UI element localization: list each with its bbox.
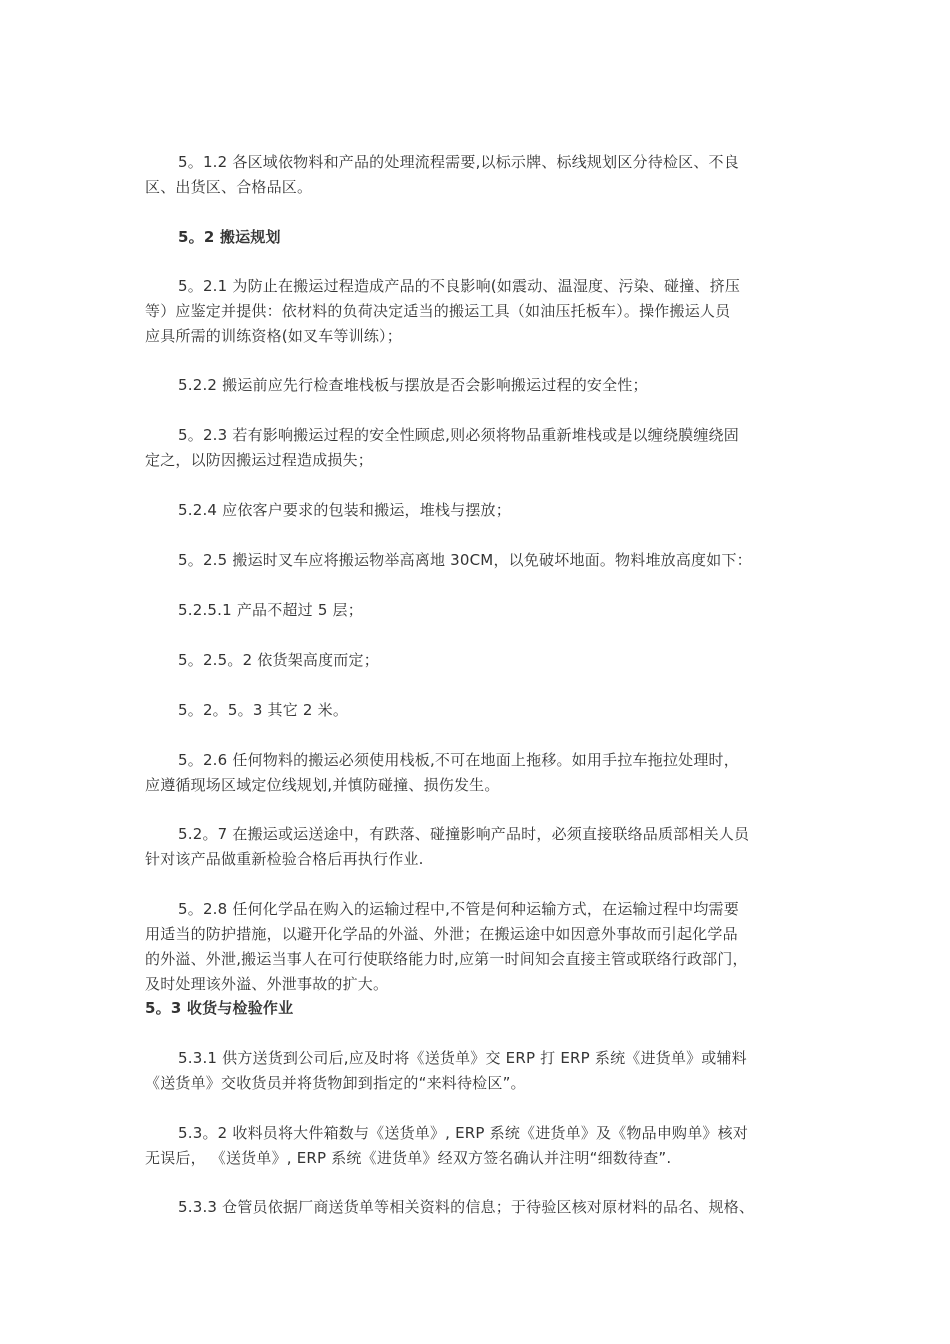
paragraph-5-2-3 — [145, 423, 825, 473]
paragraph-line: 用适当的防护措施，以避开化学品的外溢、外泄；在搬运途中如因意外事故而引起化学品 — [145, 925, 738, 943]
section-heading-5-3 — [145, 996, 825, 1021]
paragraph-5-2-5 — [145, 548, 825, 573]
paragraph-line: 5.3.3 仓管员依据厂商送货单等相关资料的信息；于待验区核对原材料的品名、规格、 — [178, 1198, 755, 1216]
paragraph-line: 5.2.4 应依客户要求的包装和搬运，堆栈与摆放； — [178, 501, 511, 519]
paragraph-5-2-7 — [145, 822, 825, 872]
paragraph-5-2-8 — [145, 897, 825, 997]
paragraph-line: 5.2.2 搬运前应先行检查堆栈板与摆放是否会影响搬运过程的安全性； — [178, 376, 648, 394]
paragraph-line: 5.2。7 在搬运或运送途中，有跌落、碰撞影响产品时，必须直接联络品质部相关人员 — [178, 825, 750, 843]
paragraph-line: 无误后， 《送货单》, ERP 系统《进货单》经双方签名确认并注明“细数待查”. — [145, 1149, 672, 1167]
paragraph-5-2-5-2 — [145, 648, 825, 673]
paragraph-line: 5。2。5。3 其它 2 米。 — [178, 701, 349, 719]
paragraph-5-1-2 — [145, 150, 825, 200]
paragraph-5-2-1 — [145, 274, 825, 349]
paragraph-5-2-5-3 — [145, 698, 825, 723]
heading-text: 5。3 收货与检验作业 — [145, 999, 294, 1017]
paragraph-line: 应遵循现场区域定位线规划,并慎防碰撞、损伤发生。 — [145, 776, 500, 794]
paragraph-line: 5.2.5.1 产品不超过 5 层； — [178, 601, 363, 619]
paragraph-line: 《送货单》交收货员并将货物卸到指定的“来料待检区”。 — [145, 1074, 526, 1092]
paragraph-line: 5。2.8 任何化学品在购入的运输过程中,不管是何种运输方式，在运输过程中均需要 — [178, 900, 739, 918]
section-heading-5-2 — [145, 225, 825, 250]
paragraph-line: 5。2.6 任何物料的搬运必须使用栈板,不可在地面上拖移。如用手拉车拖拉处理时， — [178, 751, 739, 769]
heading-text: 5。2 搬运规划 — [178, 228, 281, 246]
paragraph-line: 定之，以防因搬运过程造成损失； — [145, 451, 374, 469]
paragraph-line: 的外溢、外泄,搬运当事人在可行使联络能力时,应第一时间知会直接主管或联络行政部门， — [145, 950, 748, 968]
paragraph-5-2-6 — [145, 748, 825, 798]
paragraph-line: 5。2.1 为防止在搬运过程造成产品的不良影响(如震动、温湿度、污染、碰撞、挤压 — [178, 277, 741, 295]
paragraph-5-3-2 — [145, 1121, 825, 1171]
paragraph-5-3-1 — [145, 1046, 825, 1096]
paragraph-line: 5.3.1 供方送货到公司后,应及时将《送货单》交 ERP 打 ERP 系统《进货单》或辅料 — [178, 1049, 747, 1067]
paragraph-5-2-4 — [145, 498, 825, 523]
paragraph-line: 5。2.5。2 依货架高度而定； — [178, 651, 379, 669]
paragraph-line: 5。1.2 各区域依物料和产品的处理流程需要,以标示牌、标线规划区分待检区、不良 — [178, 153, 739, 171]
paragraph-line: 区、出货区、合格品区。 — [145, 178, 313, 196]
paragraph-line: 5。2.3 若有影响搬运过程的安全性顾虑,则必须将物品重新堆栈或是以缠绕膜缠绕固 — [178, 426, 739, 444]
paragraph-5-2-5-1 — [145, 598, 825, 623]
paragraph-line: 5.3。2 收料员将大件箱数与《送货单》, ERP 系统《进货单》及《物品申购单》核对 — [178, 1124, 749, 1142]
paragraph-line: 5。2.5 搬运时叉车应将搬运物举高离地 30CM，以免破坏地面。物料堆放高度如下： — [178, 551, 752, 569]
paragraph-line: 针对该产品做重新检验合格后再执行作业. — [145, 850, 424, 868]
paragraph-line: 等）应鉴定并提供：依材料的负荷决定适当的搬运工具（如油压托板车）。操作搬运人员 — [145, 302, 731, 320]
paragraph-5-2-2 — [145, 373, 825, 398]
paragraph-line: 应具所需的训练资格(如叉车等训练）； — [145, 327, 402, 345]
paragraph-5-3-3 — [145, 1195, 825, 1220]
paragraph-line: 及时处理该外溢、外泄事故的扩大。 — [145, 975, 389, 993]
